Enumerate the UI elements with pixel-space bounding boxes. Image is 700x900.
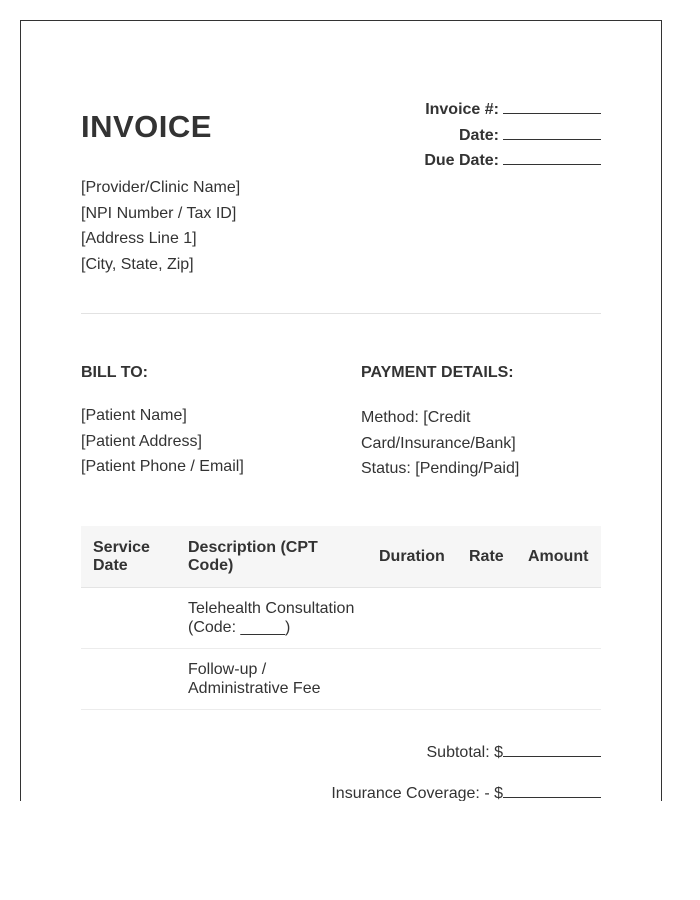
payment-details-block	[361, 405, 591, 482]
subtotal-blank[interactable]	[503, 743, 601, 757]
subtotal-label: Subtotal: $	[426, 744, 503, 761]
payment-method: Method: [Credit Card/Insurance/Bank]	[361, 409, 516, 452]
invoice-title: INVOICE	[81, 109, 212, 144]
due-date-label: Due Date:	[424, 152, 499, 169]
header-service-date: Service Date	[81, 526, 176, 588]
header-duration: Duration	[367, 526, 457, 588]
services-table	[81, 526, 601, 710]
cell-rate[interactable]	[457, 588, 516, 649]
invoice-number-row	[424, 99, 601, 125]
subtotal-row	[427, 743, 602, 762]
due-date-blank[interactable]	[503, 151, 601, 165]
patient-contact: [Patient Phone / Email]	[81, 458, 244, 476]
header-description: Description (CPT Code)	[176, 526, 367, 588]
invoice-number-blank[interactable]	[503, 100, 601, 114]
provider-name: [Provider/Clinic Name]	[81, 179, 241, 196]
patient-name: [Patient Name]	[81, 407, 187, 424]
header-amount: Amount	[516, 526, 601, 588]
cell-description: Follow-up / Administrative Fee	[176, 649, 367, 710]
payment-details-title: PAYMENT DETAILS:	[361, 364, 514, 381]
invoice-number-label: Invoice #:	[425, 101, 499, 118]
due-date-row	[424, 150, 601, 176]
cell-amount[interactable]	[516, 649, 601, 710]
provider-city: [City, State, Zip]	[81, 256, 194, 274]
header-rate: Rate	[457, 526, 516, 588]
cell-duration[interactable]	[367, 588, 457, 649]
insurance-coverage-blank[interactable]	[503, 784, 601, 798]
cell-service-date[interactable]	[81, 588, 176, 649]
invoice-date-row	[424, 125, 601, 151]
insurance-coverage-row	[331, 784, 601, 801]
cell-duration[interactable]	[367, 649, 457, 710]
provider-block	[81, 177, 240, 280]
cell-rate[interactable]	[457, 649, 516, 710]
invoice-date-blank[interactable]	[503, 126, 601, 140]
invoice-meta	[424, 99, 601, 176]
provider-npi: [NPI Number / Tax ID]	[81, 204, 237, 222]
table-row	[81, 649, 601, 710]
cell-description: Telehealth Consultation (Code: _____)	[176, 588, 367, 649]
invoice-page	[20, 20, 662, 801]
payment-status: Status: [Pending/Paid]	[361, 460, 520, 478]
bill-to-block	[81, 405, 244, 482]
insurance-coverage-label: Insurance Coverage: - $	[331, 785, 503, 801]
cell-service-date[interactable]	[81, 649, 176, 710]
table-header-row	[81, 526, 601, 588]
section-divider	[81, 313, 601, 314]
table-row	[81, 588, 601, 649]
patient-address: [Patient Address]	[81, 432, 202, 450]
invoice-date-label: Date:	[458, 126, 499, 144]
bill-to-title: BILL TO:	[81, 364, 148, 381]
cell-amount[interactable]	[516, 588, 601, 649]
provider-address: [Address Line 1]	[81, 230, 197, 248]
